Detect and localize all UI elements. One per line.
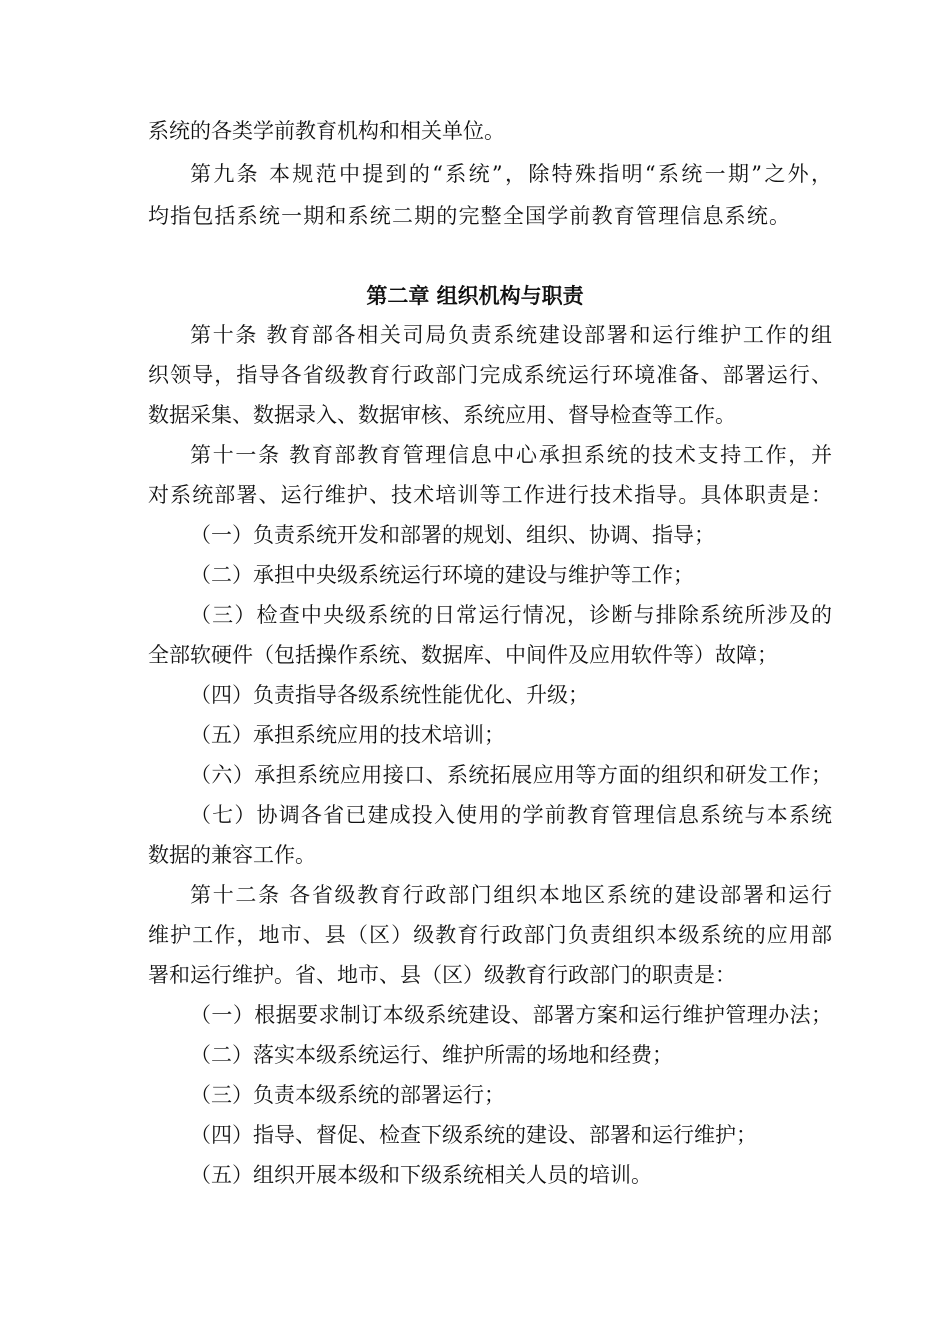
article-9-line: 均指包括系统一期和系统二期的完整全国学前教育管理信息系统。 <box>148 204 790 228</box>
list-item: （二）承担中央级系统运行环境的建设与维护等工作； <box>190 563 694 587</box>
article-9-line: 第九条 本规范中提到的“系统”，除特殊指明“系统一期”之外， <box>190 162 832 186</box>
list-item: （二）落实本级系统运行、维护所需的场地和经费； <box>190 1043 673 1067</box>
list-item: （五）组织开展本级和下级系统相关人员的培训。 <box>190 1163 652 1187</box>
list-item: （七）协调各省已建成投入使用的学前教育管理信息系统与本系统 <box>190 803 832 827</box>
article-12-line: 第十二条 各省级教育行政部门组织本地区系统的建设部署和运行 <box>190 883 832 907</box>
list-item: （五）承担系统应用的技术培训； <box>190 723 505 747</box>
article-11-line: 对系统部署、运行维护、技术培训等工作进行技术指导。具体职责是： <box>148 483 832 507</box>
article-10-line: 第十条 教育部各相关司局负责系统建设部署和运行维护工作的组 <box>190 323 832 347</box>
paragraph-line: 系统的各类学前教育机构和相关单位。 <box>148 119 505 143</box>
chapter-heading: 第二章 组织机构与职责 <box>366 284 584 308</box>
list-item-continued: 全部软硬件（包括操作系统、数据库、中间件及应用软件等）故障； <box>148 643 778 667</box>
list-item-continued: 数据的兼容工作。 <box>148 843 316 867</box>
article-12-line: 维护工作，地市、县（区）级教育行政部门负责组织本级系统的应用部 <box>148 923 832 947</box>
list-item: （一）负责系统开发和部署的规划、组织、协调、指导； <box>190 523 715 547</box>
list-item: （三）检查中央级系统的日常运行情况，诊断与排除系统所涉及的 <box>190 603 832 627</box>
article-12-line: 署和运行维护。省、地市、县（区）级教育行政部门的职责是： <box>148 963 736 987</box>
article-11-line: 第十一条 教育部教育管理信息中心承担系统的技术支持工作，并 <box>190 443 832 467</box>
list-item: （四）负责指导各级系统性能优化、升级； <box>190 683 589 707</box>
article-10-line: 数据采集、数据录入、数据审核、系统应用、督导检查等工作。 <box>148 403 736 427</box>
list-item: （一）根据要求制订本级系统建设、部署方案和运行维护管理办法； <box>190 1003 832 1027</box>
list-item: （六）承担系统应用接口、系统拓展应用等方面的组织和研发工作； <box>190 763 832 787</box>
article-10-line: 织领导，指导各省级教育行政部门完成系统运行环境准备、部署运行、 <box>148 363 832 387</box>
list-item: （三）负责本级系统的部署运行； <box>190 1083 505 1107</box>
list-item: （四）指导、督促、检查下级系统的建设、部署和运行维护； <box>190 1123 757 1147</box>
